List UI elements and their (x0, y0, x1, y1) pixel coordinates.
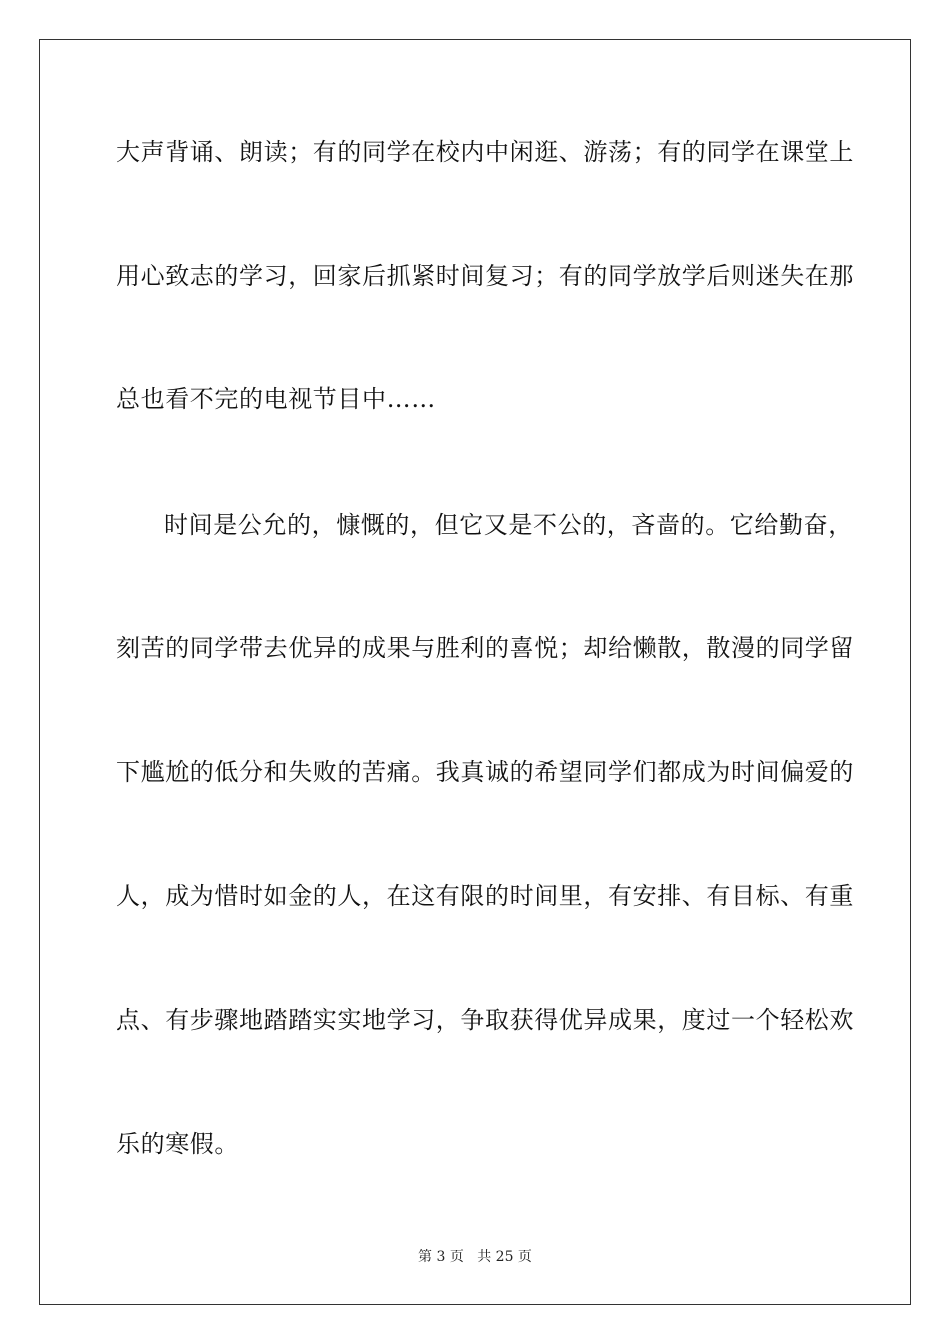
paragraph-first-line: 时间是公允的，慷慨的，但它又是不公的，吝啬的。它给勤奋， (164, 511, 853, 539)
body-text-line: 点、有步骤地踏踏实实地学习，争取获得优异成果，度过一个轻松欢 (116, 1006, 854, 1034)
body-text-line: 大声背诵、朗读；有的同学在校内中闲逛、游荡；有的同学在课堂上 (116, 138, 854, 166)
body-text-line: 总也看不完的电视节目中…… (116, 385, 436, 413)
body-text-line: 下尴尬的低分和失败的苦痛。我真诚的希望同学们都成为时间偏爱的 (116, 758, 854, 786)
body-text-line: 乐的寒假。 (116, 1130, 239, 1158)
body-text-line: 人，成为惜时如金的人，在这有限的时间里，有安排、有目标、有重 (116, 882, 854, 910)
page-total: 共 25 页 (477, 1249, 532, 1265)
page-border (39, 39, 911, 1305)
page-number: 第 3 页 (418, 1249, 464, 1265)
body-text-line: 用心致志的学习，回家后抓紧时间复习；有的同学放学后则迷失在那 (116, 262, 854, 290)
body-text-line: 刻苦的同学带去优异的成果与胜利的喜悦；却给懒散，散漫的同学留 (116, 634, 854, 662)
page-footer (0, 1248, 950, 1266)
